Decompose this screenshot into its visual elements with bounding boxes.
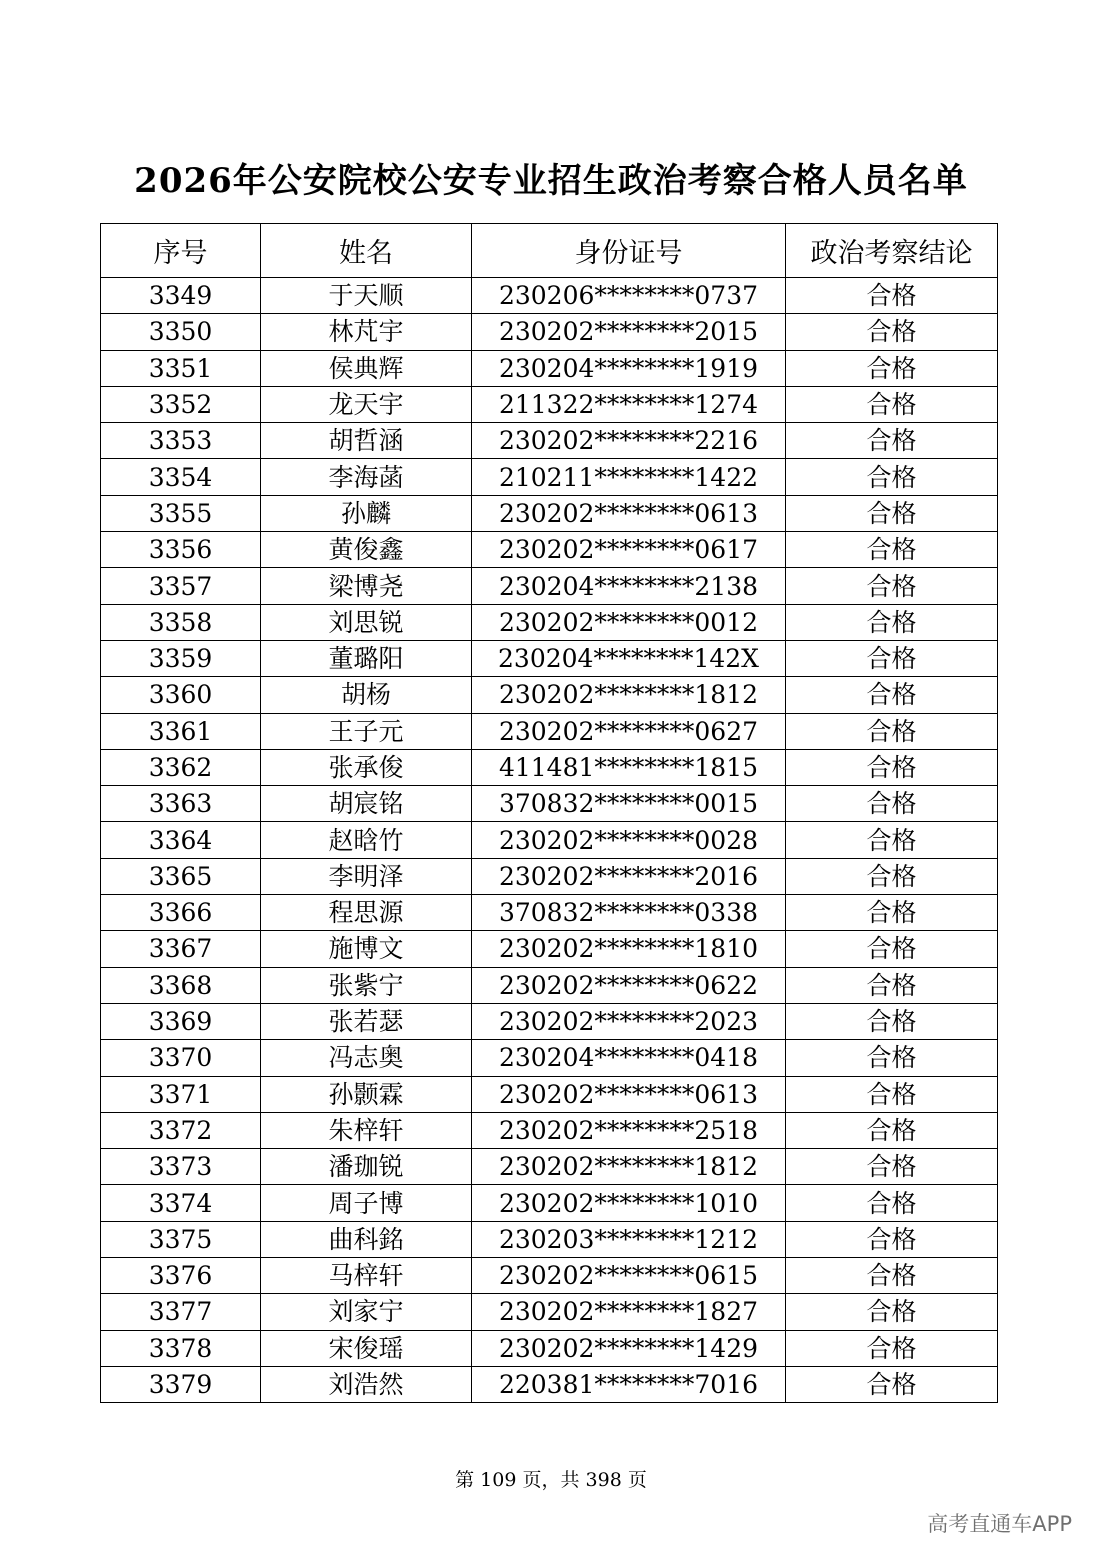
cell-id-number: 370832********0015 xyxy=(472,786,786,822)
table-row xyxy=(101,1330,998,1366)
cell-conclusion: 合格 xyxy=(786,1221,998,1257)
cell-id-number: 230202********2518 xyxy=(472,1112,786,1148)
table-row xyxy=(101,350,998,386)
header-name: 姓名 xyxy=(261,224,472,278)
cell-serial: 3351 xyxy=(101,350,261,386)
cell-serial: 3377 xyxy=(101,1294,261,1330)
cell-conclusion: 合格 xyxy=(786,532,998,568)
cell-name: 施博文 xyxy=(261,931,472,967)
cell-name: 张承俊 xyxy=(261,749,472,785)
cell-name: 曲科銘 xyxy=(261,1221,472,1257)
cell-conclusion: 合格 xyxy=(786,495,998,531)
cell-id-number: 230202********0012 xyxy=(472,604,786,640)
cell-serial: 3352 xyxy=(101,386,261,422)
cell-name: 冯志奥 xyxy=(261,1040,472,1076)
cell-serial: 3357 xyxy=(101,568,261,604)
table-row xyxy=(101,278,998,314)
cell-conclusion: 合格 xyxy=(786,1258,998,1294)
cell-id-number: 230202********2216 xyxy=(472,423,786,459)
table-row xyxy=(101,423,998,459)
cell-serial: 3370 xyxy=(101,1040,261,1076)
table-row xyxy=(101,931,998,967)
cell-name: 侯典辉 xyxy=(261,350,472,386)
cell-id-number: 230202********1429 xyxy=(472,1330,786,1366)
table-row xyxy=(101,1294,998,1330)
header-serial: 序号 xyxy=(101,224,261,278)
cell-id-number: 230202********1812 xyxy=(472,677,786,713)
cell-serial: 3362 xyxy=(101,749,261,785)
cell-serial: 3363 xyxy=(101,786,261,822)
cell-conclusion: 合格 xyxy=(786,713,998,749)
cell-conclusion: 合格 xyxy=(786,278,998,314)
cell-conclusion: 合格 xyxy=(786,786,998,822)
cell-serial: 3356 xyxy=(101,532,261,568)
cell-name: 程思源 xyxy=(261,895,472,931)
table-row xyxy=(101,1185,998,1221)
cell-id-number: 230202********0617 xyxy=(472,532,786,568)
cell-serial: 3374 xyxy=(101,1185,261,1221)
table-row xyxy=(101,677,998,713)
cell-name: 朱梓轩 xyxy=(261,1112,472,1148)
cell-serial: 3353 xyxy=(101,423,261,459)
document-title: 2026年公安院校公安专业招生政治考察合格人员名单 xyxy=(134,161,968,201)
table-row xyxy=(101,1221,998,1257)
cell-name: 刘思锐 xyxy=(261,604,472,640)
cell-id-number: 230202********1827 xyxy=(472,1294,786,1330)
page-number: 第 109 页，共 398 页 xyxy=(455,1469,647,1491)
cell-id-number: 230206********0737 xyxy=(472,278,786,314)
table-row xyxy=(101,495,998,531)
table-row xyxy=(101,459,998,495)
cell-conclusion: 合格 xyxy=(786,568,998,604)
cell-id-number: 230202********1010 xyxy=(472,1185,786,1221)
cell-id-number: 230202********0627 xyxy=(472,713,786,749)
cell-name: 刘家宁 xyxy=(261,1294,472,1330)
cell-serial: 3364 xyxy=(101,822,261,858)
table-row xyxy=(101,1076,998,1112)
cell-name: 周子博 xyxy=(261,1185,472,1221)
cell-id-number: 230202********0613 xyxy=(472,1076,786,1112)
table-row xyxy=(101,640,998,676)
cell-conclusion: 合格 xyxy=(786,1294,998,1330)
cell-id-number: 210211********1422 xyxy=(472,459,786,495)
cell-id-number: 230204********0418 xyxy=(472,1040,786,1076)
table-row xyxy=(101,967,998,1003)
cell-conclusion: 合格 xyxy=(786,858,998,894)
cell-id-number: 230202********0615 xyxy=(472,1258,786,1294)
cell-serial: 3378 xyxy=(101,1330,261,1366)
cell-serial: 3359 xyxy=(101,640,261,676)
table-row xyxy=(101,568,998,604)
cell-id-number: 230204********142X xyxy=(472,640,786,676)
cell-conclusion: 合格 xyxy=(786,895,998,931)
cell-name: 孙麟 xyxy=(261,495,472,531)
cell-id-number: 211322********1274 xyxy=(472,386,786,422)
cell-serial: 3350 xyxy=(101,314,261,350)
cell-id-number: 220381********7016 xyxy=(472,1366,786,1402)
cell-name: 李明泽 xyxy=(261,858,472,894)
cell-serial: 3365 xyxy=(101,858,261,894)
cell-name: 龙天宇 xyxy=(261,386,472,422)
header-id-number: 身份证号 xyxy=(472,224,786,278)
cell-name: 胡杨 xyxy=(261,677,472,713)
table-row xyxy=(101,713,998,749)
cell-conclusion: 合格 xyxy=(786,1040,998,1076)
cell-name: 于天顺 xyxy=(261,278,472,314)
cell-conclusion: 合格 xyxy=(786,822,998,858)
table-row xyxy=(101,386,998,422)
cell-id-number: 230202********0622 xyxy=(472,967,786,1003)
cell-serial: 3369 xyxy=(101,1003,261,1039)
roster-table xyxy=(100,223,998,1403)
cell-id-number: 230204********2138 xyxy=(472,568,786,604)
cell-name: 黄俊鑫 xyxy=(261,532,472,568)
table-row xyxy=(101,532,998,568)
table-row xyxy=(101,1112,998,1148)
cell-serial: 3375 xyxy=(101,1221,261,1257)
cell-serial: 3379 xyxy=(101,1366,261,1402)
cell-name: 董璐阳 xyxy=(261,640,472,676)
cell-name: 张若瑟 xyxy=(261,1003,472,1039)
cell-conclusion: 合格 xyxy=(786,459,998,495)
cell-name: 潘珈锐 xyxy=(261,1149,472,1185)
cell-serial: 3354 xyxy=(101,459,261,495)
cell-id-number: 230203********1212 xyxy=(472,1221,786,1257)
cell-name: 胡宸铭 xyxy=(261,786,472,822)
table-row xyxy=(101,604,998,640)
cell-conclusion: 合格 xyxy=(786,749,998,785)
cell-conclusion: 合格 xyxy=(786,1330,998,1366)
cell-conclusion: 合格 xyxy=(786,931,998,967)
cell-id-number: 370832********0338 xyxy=(472,895,786,931)
table-row xyxy=(101,1003,998,1039)
cell-name: 王子元 xyxy=(261,713,472,749)
cell-serial: 3358 xyxy=(101,604,261,640)
cell-serial: 3349 xyxy=(101,278,261,314)
watermark: 高考直通车APP xyxy=(927,1512,1072,1536)
table-row xyxy=(101,1149,998,1185)
cell-id-number: 411481********1815 xyxy=(472,749,786,785)
table-row xyxy=(101,895,998,931)
header-conclusion: 政治考察结论 xyxy=(786,224,998,278)
cell-serial: 3366 xyxy=(101,895,261,931)
cell-id-number: 230202********1810 xyxy=(472,931,786,967)
cell-name: 赵晗竹 xyxy=(261,822,472,858)
table-row xyxy=(101,1366,998,1402)
table-row xyxy=(101,314,998,350)
cell-conclusion: 合格 xyxy=(786,1076,998,1112)
table-row xyxy=(101,1040,998,1076)
cell-serial: 3371 xyxy=(101,1076,261,1112)
cell-conclusion: 合格 xyxy=(786,386,998,422)
table-header-row xyxy=(101,224,998,278)
cell-name: 梁博尧 xyxy=(261,568,472,604)
cell-conclusion: 合格 xyxy=(786,350,998,386)
cell-conclusion: 合格 xyxy=(786,1149,998,1185)
cell-name: 林芃宇 xyxy=(261,314,472,350)
cell-id-number: 230202********2015 xyxy=(472,314,786,350)
table-row xyxy=(101,749,998,785)
cell-name: 宋俊瑶 xyxy=(261,1330,472,1366)
table-row xyxy=(101,858,998,894)
cell-serial: 3355 xyxy=(101,495,261,531)
cell-conclusion: 合格 xyxy=(786,640,998,676)
cell-name: 孙颢霖 xyxy=(261,1076,472,1112)
table-row xyxy=(101,786,998,822)
cell-id-number: 230202********1812 xyxy=(472,1149,786,1185)
cell-id-number: 230202********0613 xyxy=(472,495,786,531)
table-body xyxy=(101,278,998,1403)
table-row xyxy=(101,822,998,858)
table-row xyxy=(101,1258,998,1294)
cell-conclusion: 合格 xyxy=(786,967,998,1003)
cell-serial: 3361 xyxy=(101,713,261,749)
cell-id-number: 230202********2016 xyxy=(472,858,786,894)
cell-id-number: 230202********2023 xyxy=(472,1003,786,1039)
cell-conclusion: 合格 xyxy=(786,604,998,640)
cell-name: 张紫宁 xyxy=(261,967,472,1003)
cell-conclusion: 合格 xyxy=(786,314,998,350)
cell-serial: 3372 xyxy=(101,1112,261,1148)
cell-name: 胡哲涵 xyxy=(261,423,472,459)
cell-id-number: 230202********0028 xyxy=(472,822,786,858)
cell-conclusion: 合格 xyxy=(786,423,998,459)
cell-name: 马梓轩 xyxy=(261,1258,472,1294)
cell-name: 刘浩然 xyxy=(261,1366,472,1402)
cell-conclusion: 合格 xyxy=(786,1003,998,1039)
cell-serial: 3367 xyxy=(101,931,261,967)
cell-id-number: 230204********1919 xyxy=(472,350,786,386)
cell-serial: 3373 xyxy=(101,1149,261,1185)
cell-conclusion: 合格 xyxy=(786,1366,998,1402)
cell-serial: 3368 xyxy=(101,967,261,1003)
cell-conclusion: 合格 xyxy=(786,1112,998,1148)
cell-conclusion: 合格 xyxy=(786,1185,998,1221)
cell-serial: 3360 xyxy=(101,677,261,713)
cell-serial: 3376 xyxy=(101,1258,261,1294)
cell-name: 李海菡 xyxy=(261,459,472,495)
cell-conclusion: 合格 xyxy=(786,677,998,713)
